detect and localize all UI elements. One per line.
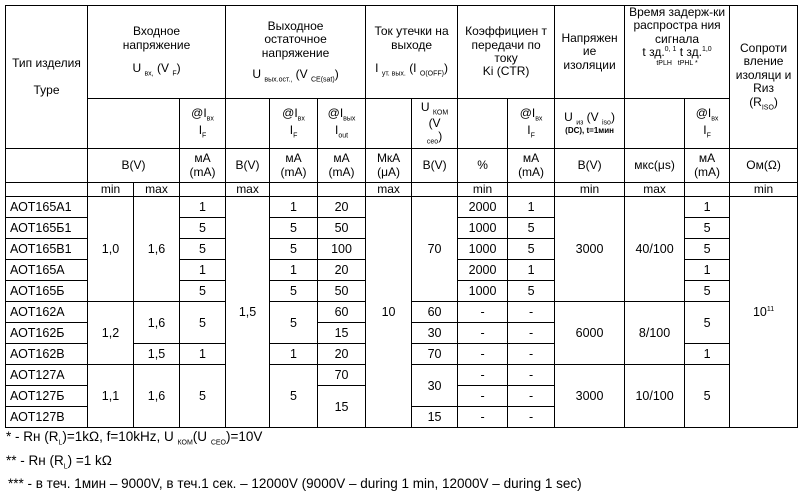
footnote-2: ** - Rн $(R_L) =1$ kΩ xyxy=(6,452,112,471)
resistance-header: Сопроти вление изоляци и Rиз $(R_{ISO})$ xyxy=(730,6,798,149)
footnotes xyxy=(6,428,582,492)
isolation-symbol: U $_{из}$ (V $_{iso}$) (DC), t=1мин xyxy=(555,99,625,149)
input-voltage-header: Входное напряжение U $_{вх,}$ (V $_F$) xyxy=(88,6,226,99)
spec-table: Тип изделия Type Входное напряжение U $_{вх,}$ (V $_F$) Выходное остаточное напряжение U $_{вых.ост.,}$ (V $_{CE(sat)}$) Ток утечки на выходе I $_{ут. вых.}$ (I $_{O(OFF)}$) Коэффициен т передачи по току Ki (CTR) Напряжен ие изоляции Время задерж-ки распростра ния сигнала t зд.$^{0, 1}$ t зд.$^{1,0}$ tPLH tPHL * Сопроти вление изоляци и Rиз $(R_{ISO})$ $@I_{вх}$ $I_F$ $@I_{вх}$ $I_F$ $@I_{вых}$ $I_{out}$ U $_{КОМ}$ (V $_{ceo}$) $@I_{вх}$ $I_F$ U $_{из}$ (V $_{iso}$) (DC), t=1мин $@I_{вх}$ $I_F$ B(V) мА (mA) B(V) мА (mA) мА (mA) МкА (μA) B(V) % мА (mA) B(V) мкс(μs) мА (mA) Ом(Ω) min max max max min min max min АОТ165А1 1,0 1,6 1 1,5 1 20 10 70 2000 1 3000 40/100 1 $10^{11}$ АОТ165Б1 5 5 50 1000 5 5 АОТ165В1 5 5 100 1000 5 5 АОТ165А 1 1 20 2000 1 1 АОТ165Б 5 5 50 1000 5 5 АОТ162А 1,2 1,6 5 5 60 60 - - 6000 8/100 5 АОТ162Б 15 30 - - АОТ162В 1,5 1 1 20 70 - - 1 АОТ127А 1,1 1,6 5 5 70 30 - - 3000 10/100 5 АОТ127Б 15 - - АОТ127В 15 - - xyxy=(5,5,798,428)
ctr-header: Коэффициен т передачи по току Ki (CTR) xyxy=(458,6,555,99)
isolation-voltage-header: Напряжен ие изоляции xyxy=(555,6,625,99)
footnote-3: *** - в теч. 1мин – 9000V, в теч.1 сек. – 12000V (9000V – during 1 min, 12000V – during 1 sec) xyxy=(8,476,582,492)
at-iout: $@I_{вых}$ $I_{out}$ xyxy=(318,99,366,149)
footnote-1: * - Rн $(R_L)=1k\Omega$, f=10kHz, U $_{КОМ}$(U $_{CEO}$)=10V xyxy=(6,429,263,447)
table-row: АОТ127В 15 - - xyxy=(6,407,798,428)
table-row: АОТ165В1 5 5 100 1000 5 5 xyxy=(6,239,798,260)
leak-current-header: Ток утечки на выходе I $_{ут. вых.}$ (I $_{O(OFF)}$) xyxy=(366,6,458,99)
at-if-delay: $@I_{вх}$ $I_F$ xyxy=(685,99,730,149)
ucom-header: U $_{КОМ}$ (V $_{ceo}$) xyxy=(412,99,458,149)
output-voltage-header: Выходное остаточное напряжение U $_{вых.ост.,}$ (V $_{CE(sat)}$) xyxy=(226,6,366,99)
table-row: АОТ127Б 15 - - xyxy=(6,386,798,407)
at-if-output: $@I_{вх}$ $I_F$ xyxy=(270,99,318,149)
table-row: АОТ165Б1 5 5 50 1000 5 5 xyxy=(6,218,798,239)
at-if-input: $@I_{вх}$ $I_F$ xyxy=(180,99,226,149)
table-row: АОТ127А 1,1 1,6 5 5 70 30 - - 3000 10/100 5 xyxy=(6,365,798,386)
table-row: АОТ165А1 1,0 1,6 1 1,5 1 20 10 70 2000 1 3000 40/100 1 $10^{11}$ xyxy=(6,197,798,218)
table-row: АОТ162В 1,5 1 1 20 70 - - 1 xyxy=(6,344,798,365)
table-row: АОТ165А 1 1 20 2000 1 1 xyxy=(6,260,798,281)
at-if-ctr: $@I_{вх}$ $I_F$ xyxy=(508,99,555,149)
table-row: АОТ162Б 15 30 - - xyxy=(6,323,798,344)
type-header: Тип изделия Type xyxy=(6,6,88,149)
table-row: АОТ165Б 5 5 50 1000 5 5 xyxy=(6,281,798,302)
table-row: АОТ162А 1,2 1,6 5 5 60 60 - - 6000 8/100 5 xyxy=(6,302,798,323)
delay-header: Время задерж-ки распростра ния сигнала t зд.$^{0, 1}$ t зд.$^{1,0}$ tPLH tPHL * xyxy=(625,6,730,99)
